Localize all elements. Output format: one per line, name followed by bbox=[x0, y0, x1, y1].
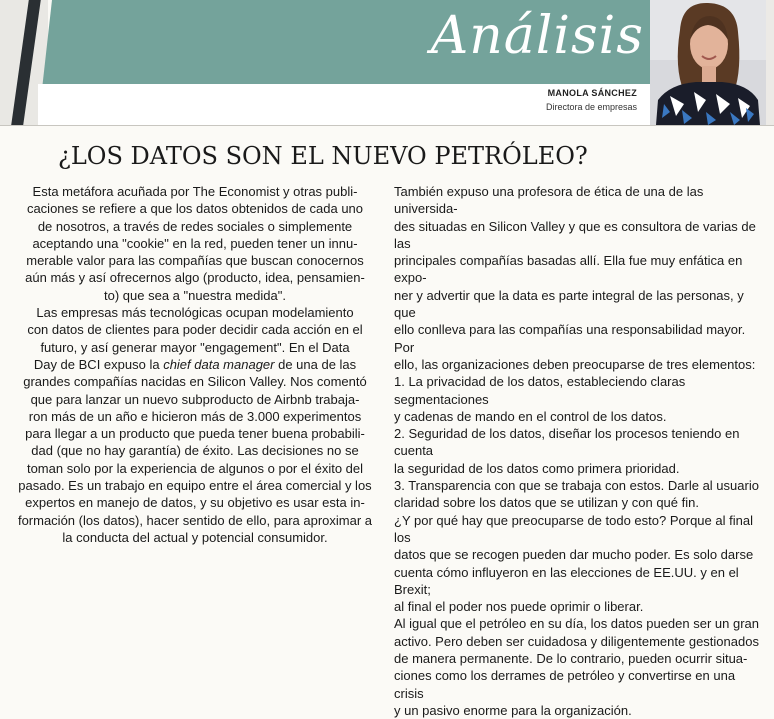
author-role: Directora de empresas bbox=[545, 102, 637, 112]
text-line: to) que sea a "nuestra medida". bbox=[104, 287, 286, 303]
text-line: y un pasivo enorme para la organización. bbox=[394, 702, 632, 718]
text-line: para llegar a un producto que pueda tener buena probabili- bbox=[25, 426, 365, 442]
article-headline: ¿LOS DATOS SON EL NUEVO PETRÓLEO? bbox=[58, 142, 588, 170]
header-divider bbox=[0, 125, 774, 126]
text-line: activo. Pero deben ser cuidadosa y diligentemente gestionados bbox=[394, 633, 759, 649]
text-line: ¿Y por qué hay que preocuparse de todo esto? Porque al final los bbox=[394, 512, 753, 545]
text-line: ciones como los derrames de petróleo y convertirse en una crisis bbox=[394, 668, 736, 701]
text-line: formación (los datos), hacer sentido de ello, para aproximar a bbox=[17, 512, 373, 528]
article-right-column bbox=[394, 183, 766, 719]
text-line: toman solo por la experiencia de algunos o por el éxito del bbox=[26, 460, 364, 476]
dark-diagonal-stripe bbox=[11, 0, 41, 125]
text-line: Las empresas más tecnológicas ocupan modelamiento bbox=[36, 305, 354, 321]
text-line: futuro, y así generar mayor "engagement". En el Data bbox=[40, 339, 350, 355]
text-line: ron más de un año e hicieron más de 3.000 experimentos bbox=[28, 408, 362, 424]
section-title: Análisis bbox=[430, 6, 644, 66]
emphasized-text: chief data manager bbox=[163, 356, 275, 372]
text-line: aceptando una "cookie" en la red, pueden tener un innu- bbox=[32, 235, 358, 251]
text-line: cuenta cómo influyeron en las elecciones de EE.UU. y en el Brexit; bbox=[394, 564, 739, 597]
right-edge bbox=[766, 0, 774, 125]
text-line: que para lanzar un nuevo subproducto de Airbnb trabaja- bbox=[30, 391, 360, 407]
text-fragment: de una de las bbox=[274, 356, 357, 372]
text-line: la conducta del actual y potencial consumidor. bbox=[62, 529, 328, 545]
text-line: grandes compañías nacidas en Silicon Valley. Nos comentó bbox=[23, 374, 367, 390]
author-photo bbox=[650, 0, 766, 125]
text-line: aún más y así ofrecernos algo (producto, idea, pensamien- bbox=[25, 270, 365, 286]
text-line: dad (que no hay garantía) de éxito. Las decisiones no se bbox=[31, 443, 359, 459]
text-line: Esta metáfora acuñada por The Economist y otras publi- bbox=[32, 184, 358, 199]
text-line: caciones se refiere a que los datos obtenidos de cada uno bbox=[26, 201, 364, 217]
text-line bbox=[8, 356, 382, 373]
text-line: y cadenas de mando en el control de los datos. bbox=[394, 408, 667, 424]
text-line: ello, las organizaciones deben preocuparse de tres elementos: bbox=[394, 356, 756, 372]
text-line: datos que se recogen pueden dar mucho poder. Es solo darse bbox=[394, 547, 754, 563]
text-line: des situadas en Silicon Valley y que es consultora de varias de las bbox=[394, 218, 756, 251]
text-line: con datos de clientes para poder decidir cada acción en el bbox=[27, 322, 363, 338]
text-line: 3. Transparencia con que se trabaja con estos. Darle al usuario bbox=[394, 478, 759, 494]
text-line: ello conlleva para las compañías una responsabilidad mayor. Por bbox=[394, 322, 746, 355]
text-line: de nosotros, a través de redes sociales o simplemente bbox=[37, 218, 353, 234]
author-portrait-icon bbox=[650, 0, 766, 125]
text-line: al final el poder nos puede oprimir o liberar. bbox=[394, 599, 644, 615]
text-line: Al igual que el petróleo en su día, los datos pueden ser un gran bbox=[394, 616, 759, 632]
text-line: claridad sobre los datos que se utilizan y con qué fin. bbox=[394, 495, 699, 511]
text-line: 2. Seguridad de los datos, diseñar los procesos teniendo en cuenta bbox=[394, 426, 740, 459]
text-line: También expuso una profesora de ética de una de las universida- bbox=[394, 184, 704, 217]
text-line: la seguridad de los datos como primera prioridad. bbox=[394, 460, 680, 476]
text-line: ner y advertir que la data es parte integral de las personas, y que bbox=[394, 287, 744, 321]
text-fragment: Day de BCI expuso la bbox=[33, 356, 164, 372]
text-line: principales compañías basadas allí. Ella fue muy enfática en expo- bbox=[394, 253, 743, 286]
article-left-column bbox=[8, 183, 382, 546]
text-line: 1. La privacidad de los datos, estableciendo claras segmentaciones bbox=[394, 374, 686, 407]
text-line: pasado. Es un trabajo en equipo entre el área comercial y los bbox=[18, 478, 372, 494]
text-line: expertos en manejo de datos, y su objetivo es usar esta in- bbox=[25, 495, 365, 511]
text-line: de manera permanente. De lo contrario, pueden ocurrir situa- bbox=[394, 651, 748, 667]
text-line: merable valor para las compañías que buscan conocernos bbox=[26, 253, 364, 269]
author-name: MANOLA SÁNCHEZ bbox=[547, 88, 637, 98]
